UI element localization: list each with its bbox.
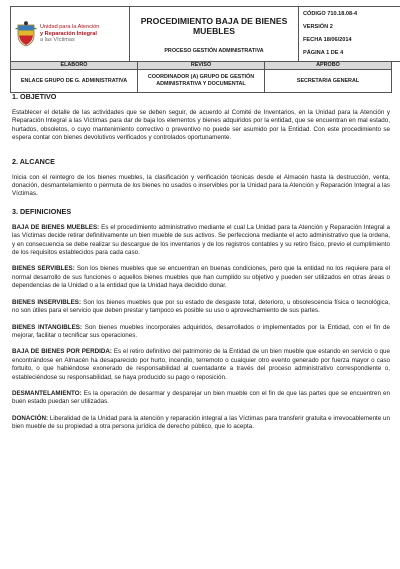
title-cell	[130, 7, 299, 62]
meta-cell	[299, 7, 400, 62]
aprobo-value: SECRETARIA GENERAL	[265, 70, 392, 93]
elaboro-label: ELABORÓ	[11, 62, 138, 70]
elaboro-value: ENLACE GRUPO DE G. ADMINISTRATIVA	[11, 70, 138, 93]
definition-desmantelamiento: DESMANTELAMIENTO: Es la operación de desarmar y desparejar un bien mueble con el fin de que las partes que se encuentren en buen estado puedan ser utilizadas.	[12, 389, 390, 406]
document-version: VERSIÓN 2	[303, 24, 333, 30]
logo-cell	[11, 7, 130, 62]
unidad-victimas-logo	[11, 21, 129, 47]
definition-bienes-servibles: BIENES SERVIBLES: Son los bienes muebles que se encuentran en buenas condiciones, pero que la entidad no los requiere para el normal desarrollo de sus funciones o aquellos bienes muebles que han cumplido su objetivo y pueden ser utilizados en otras áreas o dependencias de la Unidad o a la entidad que la Unidad haya decidido donar.	[12, 265, 391, 290]
logo-line-3: a las Víctimas	[40, 37, 75, 44]
process-name: PROCESO GESTIÓN ADMINISTRATIVA	[164, 47, 264, 54]
definition-baja-por-perdida: BAJA DE BIENES POR PERDIDA: Es el retiro definitivo del patrimonio de la Entidad de un bien mueble que estando en servicio o que encontrándose en Almacén ha desaparecido por hurto, incendio, terremoto o cualquier otro evento generado por fuerza mayor o caso fortuito, o que habiéndose exonerado de responsabilidad al cuentadante a través del proceso administrativo correspondiente o, estableciéndose su responsabilidad, se haya producido su pago o reposición.	[12, 348, 390, 381]
coat-of-arms-icon	[15, 21, 37, 47]
logo-line-1: Unidad para la Atención	[40, 24, 100, 31]
document-code: CÓDIGO 710.18.08-4	[303, 11, 358, 17]
section-heading-alcance: 2. ALCANCE	[12, 156, 55, 166]
alcance-paragraph: Inicia con el reintegro de los bienes muebles, la clasificación y verificación técnicas desde el Almacén hasta la destrucción, venta, donación, desmantelamiento o permuta de los bienes no usados o inservibles por la Unidad para la Atención y Reparación Integral a las Víctimas.	[12, 173, 390, 198]
document-date: FECHA 18/06/2014	[303, 37, 352, 43]
page-number: PÁGINA 1 DE 4	[303, 50, 344, 56]
section-heading-objetivo: 1. OBJETIVO	[12, 92, 57, 101]
reviso-label: REVISÓ	[138, 62, 265, 70]
definition-donacion: DONACIÓN: Liberalidad de la Unidad para la atención y reparación integral a las Víctimas para transferir gratuita e irrevocablemente un bien mueble de su propiedad a otra persona jurídica de derecho público, que lo acepta.	[12, 414, 390, 431]
definition-bienes-intangibles: BIENES INTANGIBLES: Son bienes muebles incorporales adquiridos, desarrollados o implementados por la Entidad, con el fin de mejorar, facilitar o tecnificar sus operaciones.	[12, 323, 390, 339]
logo-line-2: y Reparación Integral	[40, 30, 97, 37]
definition-bienes-inservibles: BIENES INSERVIBLES: Son los bienes muebles que por su estado de desgaste total, deterioro, u obsolescencia física o tecnológica, no son útiles para el servicio que deben prestar y tampoco es posible su uso o aprovechamiento de sus partes.	[12, 298, 390, 315]
reviso-value: COORDINADOR (A) GRUPO DE GESTIÓN ADMINISTRATIVA Y DOCUMENTAL	[138, 70, 265, 93]
document-body	[12, 92, 390, 432]
objetivo-paragraph: Establecer el detalle de las actividades que se deben seguir, de acuerdo al Comité de Inventarios, en la Unidad para la Atención y Reparación Integral a las Víctimas para dar de baja los elementos y bienes adquiridos por la entidad, que se encuentran en mal estado, hurtados, obsoletos, o cuyo mantenimiento correctivo o preventivo no puede ser asumido por la Entidad. Con este procedimiento se espera contar con bienes devolutivos verificados y controlados oportunamente.	[12, 109, 390, 142]
document-title: PROCEDIMIENTO BAJA DE BIENES MUEBLES	[140, 15, 288, 36]
aprobo-label: APROBÓ	[265, 62, 392, 70]
approval-table	[10, 61, 392, 93]
section-heading-definiciones: 3. DEFINICIONES	[12, 206, 72, 216]
definition-baja-bienes-muebles: BAJA DE BIENES MUEBLES: Es el procedimiento administrativo mediante el cual La Unidad para la Atención y Reparación Integral a las Víctimas decide retirar definitivamente un bien mueble de sus activos. Se perfecciona mediante el acto administrativo que la ordena, y en consecuencia se debe realizar su descargue de los inventarios y de los registros contables y su retiro físico, previo el cumplimiento de los requisitos establecidos para cada caso.	[12, 223, 390, 257]
document-header	[10, 6, 400, 62]
